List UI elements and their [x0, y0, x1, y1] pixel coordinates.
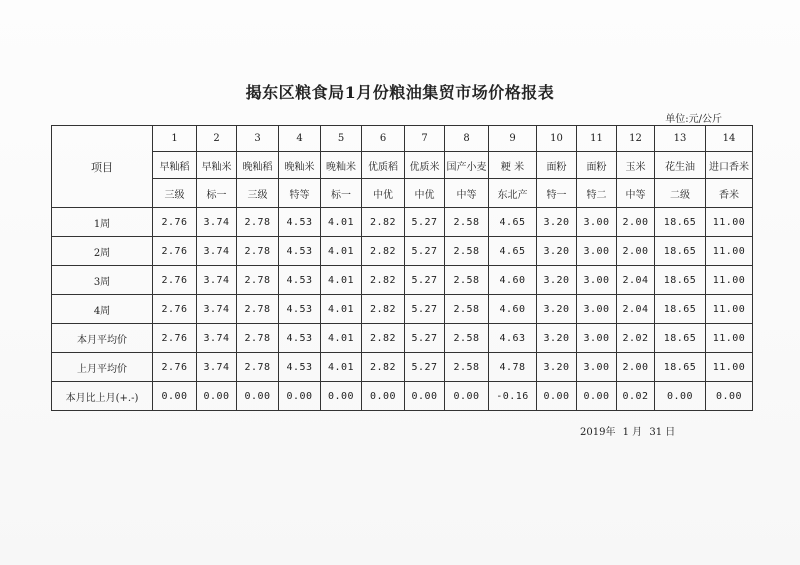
price-cell: 3.74 [197, 324, 237, 353]
column-name: 早籼米 [197, 152, 237, 179]
row-label: 上月平均价 [52, 353, 153, 382]
date-month: 1 月 [622, 427, 643, 438]
column-grade: 中等 [617, 179, 655, 208]
price-cell: 5.27 [405, 353, 445, 382]
price-cell: 4.60 [489, 266, 537, 295]
price-cell: 2.76 [153, 295, 197, 324]
price-cell: 0.00 [237, 382, 279, 411]
price-cell: 4.53 [279, 237, 321, 266]
price-cell: 3.20 [537, 208, 577, 237]
price-cell: 2.76 [153, 208, 197, 237]
price-cell: 0.00 [321, 382, 362, 411]
price-cell: 2.76 [153, 353, 197, 382]
price-cell: 4.01 [321, 266, 362, 295]
price-cell: 0.00 [279, 382, 321, 411]
price-cell: 3.20 [537, 237, 577, 266]
price-cell: 0.00 [197, 382, 237, 411]
row-label: 4周 [52, 295, 153, 324]
column-number: 3 [237, 126, 279, 152]
price-cell: 3.00 [577, 353, 617, 382]
price-cell: 0.02 [617, 382, 655, 411]
column-number: 2 [197, 126, 237, 152]
column-grade: 中等 [445, 179, 489, 208]
price-cell: 5.27 [405, 208, 445, 237]
price-cell: 11.00 [706, 266, 753, 295]
price-cell: 18.65 [655, 353, 706, 382]
price-cell: 0.00 [706, 382, 753, 411]
price-cell: 4.01 [321, 295, 362, 324]
unit-label: 单位:元/公斤 [665, 114, 722, 125]
price-cell: 11.00 [706, 353, 753, 382]
price-cell: 4.01 [321, 324, 362, 353]
table-row [52, 353, 753, 382]
price-cell: -0.16 [489, 382, 537, 411]
price-cell: 2.82 [362, 266, 405, 295]
report-date [580, 423, 675, 438]
price-cell: 2.78 [237, 324, 279, 353]
date-day: 31 日 [649, 427, 676, 438]
price-cell: 2.78 [237, 237, 279, 266]
price-cell: 18.65 [655, 237, 706, 266]
price-cell: 2.82 [362, 237, 405, 266]
column-number: 1 [153, 126, 197, 152]
price-cell: 2.78 [237, 353, 279, 382]
price-cell: 2.78 [237, 266, 279, 295]
column-number: 12 [617, 126, 655, 152]
price-cell: 0.00 [153, 382, 197, 411]
column-grade: 标一 [197, 179, 237, 208]
column-number: 7 [405, 126, 445, 152]
column-grade: 标一 [321, 179, 362, 208]
price-cell: 2.58 [445, 266, 489, 295]
column-name: 粳 米 [489, 152, 537, 179]
price-cell: 3.20 [537, 324, 577, 353]
price-cell: 3.20 [537, 266, 577, 295]
price-cell: 2.58 [445, 324, 489, 353]
price-cell: 2.82 [362, 208, 405, 237]
table-row [52, 382, 753, 411]
column-grade: 中优 [362, 179, 405, 208]
price-cell: 5.27 [405, 295, 445, 324]
price-cell: 2.82 [362, 353, 405, 382]
price-cell: 4.01 [321, 237, 362, 266]
price-cell: 4.65 [489, 208, 537, 237]
column-name: 花生油 [655, 152, 706, 179]
price-cell: 3.74 [197, 237, 237, 266]
table-row [52, 237, 753, 266]
price-cell: 2.04 [617, 295, 655, 324]
column-name: 面粉 [537, 152, 577, 179]
column-grade: 二级 [655, 179, 706, 208]
column-name: 优质稻 [362, 152, 405, 179]
table-row [52, 295, 753, 324]
row-label: 本月比上月(+.-) [52, 382, 153, 411]
price-cell: 2.76 [153, 266, 197, 295]
column-number: 9 [489, 126, 537, 152]
column-grade: 特二 [577, 179, 617, 208]
row-label: 2周 [52, 237, 153, 266]
price-cell: 2.04 [617, 266, 655, 295]
price-cell: 0.00 [405, 382, 445, 411]
column-grade: 香米 [706, 179, 753, 208]
price-cell: 2.58 [445, 295, 489, 324]
price-cell: 0.00 [362, 382, 405, 411]
column-grade: 三级 [237, 179, 279, 208]
price-cell: 2.00 [617, 237, 655, 266]
price-cell: 3.20 [537, 353, 577, 382]
price-cell: 2.76 [153, 324, 197, 353]
price-cell: 0.00 [655, 382, 706, 411]
price-cell: 4.53 [279, 324, 321, 353]
column-number: 4 [279, 126, 321, 152]
price-cell: 2.78 [237, 208, 279, 237]
column-number: 5 [321, 126, 362, 152]
column-number: 14 [706, 126, 753, 152]
column-name: 国产小麦 [445, 152, 489, 179]
price-cell: 3.20 [537, 295, 577, 324]
column-name: 早籼稻 [153, 152, 197, 179]
column-number: 10 [537, 126, 577, 152]
column-grade: 特一 [537, 179, 577, 208]
price-table [51, 125, 753, 411]
price-cell: 2.82 [362, 295, 405, 324]
price-cell: 4.01 [321, 208, 362, 237]
item-header: 项目 [52, 126, 153, 208]
price-cell: 11.00 [706, 295, 753, 324]
price-cell: 2.02 [617, 324, 655, 353]
price-cell: 4.63 [489, 324, 537, 353]
column-name: 晚籼米 [321, 152, 362, 179]
column-grade: 中优 [405, 179, 445, 208]
price-cell: 3.00 [577, 208, 617, 237]
price-cell: 0.00 [445, 382, 489, 411]
column-name: 晚籼米 [279, 152, 321, 179]
price-cell: 3.74 [197, 208, 237, 237]
price-cell: 2.00 [617, 353, 655, 382]
price-cell: 0.00 [537, 382, 577, 411]
table-row [52, 208, 753, 237]
price-cell: 11.00 [706, 324, 753, 353]
price-cell: 3.74 [197, 295, 237, 324]
price-cell: 3.74 [197, 353, 237, 382]
price-cell: 11.00 [706, 208, 753, 237]
column-name: 晚籼稻 [237, 152, 279, 179]
price-cell: 2.58 [445, 237, 489, 266]
price-cell: 4.53 [279, 208, 321, 237]
column-grade: 三级 [153, 179, 197, 208]
price-cell: 4.53 [279, 353, 321, 382]
price-cell: 2.58 [445, 208, 489, 237]
price-cell: 5.27 [405, 266, 445, 295]
table-row [52, 266, 753, 295]
header-row-numbers [52, 126, 753, 152]
row-label: 本月平均价 [52, 324, 153, 353]
price-cell: 18.65 [655, 208, 706, 237]
column-number: 8 [445, 126, 489, 152]
price-cell: 4.53 [279, 295, 321, 324]
column-name: 优质米 [405, 152, 445, 179]
price-cell: 2.58 [445, 353, 489, 382]
price-cell: 18.65 [655, 324, 706, 353]
price-cell: 4.53 [279, 266, 321, 295]
price-cell: 3.00 [577, 237, 617, 266]
price-cell: 5.27 [405, 237, 445, 266]
table-row [52, 324, 753, 353]
price-cell: 18.65 [655, 266, 706, 295]
column-number: 6 [362, 126, 405, 152]
column-grade: 特等 [279, 179, 321, 208]
price-cell: 2.00 [617, 208, 655, 237]
price-cell: 0.00 [577, 382, 617, 411]
price-cell: 18.65 [655, 295, 706, 324]
column-number: 13 [655, 126, 706, 152]
column-grade: 东北产 [489, 179, 537, 208]
price-cell: 2.82 [362, 324, 405, 353]
price-cell: 4.60 [489, 295, 537, 324]
price-cell: 3.74 [197, 266, 237, 295]
column-name: 进口香米 [706, 152, 753, 179]
column-number: 11 [577, 126, 617, 152]
header-row-grades [52, 179, 753, 208]
price-cell: 4.65 [489, 237, 537, 266]
price-cell: 11.00 [706, 237, 753, 266]
price-cell: 5.27 [405, 324, 445, 353]
price-cell: 2.76 [153, 237, 197, 266]
document-title: 揭东区粮食局1月份粮油集贸市场价格报表 [245, 83, 555, 102]
price-cell: 4.78 [489, 353, 537, 382]
date-year: 2019年 [580, 427, 616, 438]
row-label: 1周 [52, 208, 153, 237]
column-name: 面粉 [577, 152, 617, 179]
price-cell: 3.00 [577, 295, 617, 324]
price-cell: 3.00 [577, 266, 617, 295]
price-cell: 3.00 [577, 324, 617, 353]
header-row-names [52, 152, 753, 179]
price-cell: 4.01 [321, 353, 362, 382]
price-cell: 2.78 [237, 295, 279, 324]
row-label: 3周 [52, 266, 153, 295]
column-name: 玉米 [617, 152, 655, 179]
